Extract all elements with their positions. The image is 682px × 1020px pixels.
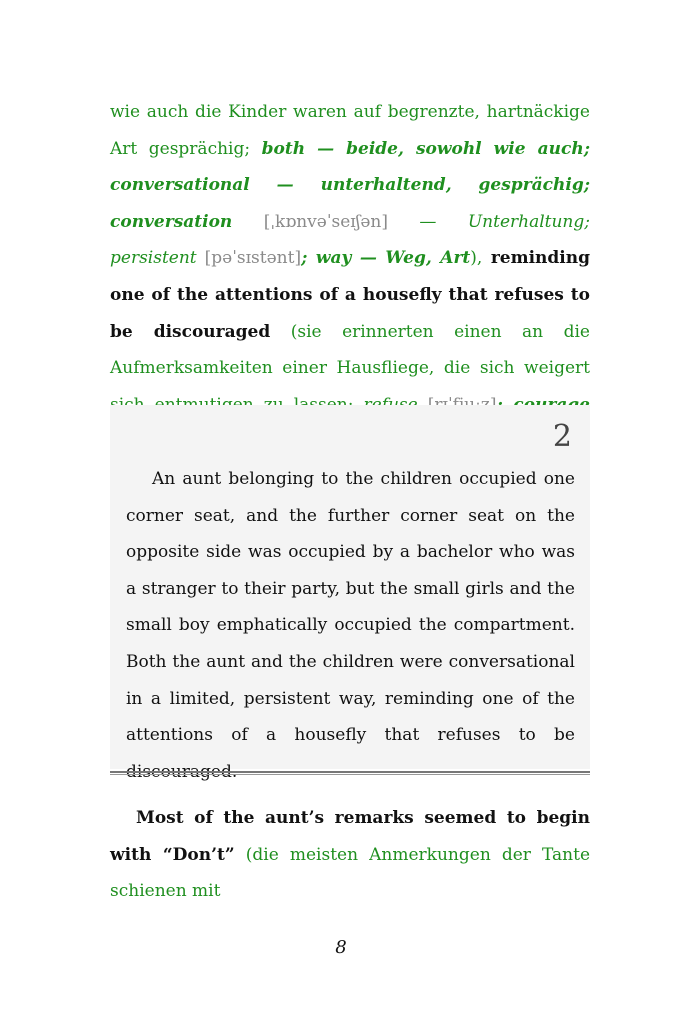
english-original-text: Most of the aunt’s remarks seemed to begin with “Don’t”	[110, 808, 590, 865]
vocabulary-gloss: — Unterhaltung; persistent	[110, 211, 590, 269]
phonetic-transcription: [ˌkɒnvəˈseɪʃən]	[232, 211, 388, 232]
bilingual-paragraph-bottom	[110, 800, 590, 910]
section-number: 2	[552, 419, 572, 454]
german-translation-text: wie auch die Kinder waren auf begrenzte, hartnäckige Art gesprächig;	[110, 102, 590, 159]
english-original-text: reminding one of the attentions of a housefly that refuses to be discouraged	[110, 248, 590, 342]
page-number: 8	[335, 937, 347, 958]
block-divider	[110, 771, 590, 775]
original-text-block	[110, 405, 590, 782]
original-english-paragraph: An aunt belonging to the children occupied one corner seat, and the further corner seat on the opposite side was occupied by a bachelor who was a stranger to their party, but the small girls and the small boy emphatically occupied the compartment. Both the aunt and the children were conversational in a limited, persistent way, reminding one of the attentions of a housefly that refuses to be discouraged.	[126, 469, 575, 782]
german-translation-text: ),	[470, 248, 483, 269]
phonetic-transcription: [pəˈsɪstənt]	[196, 248, 302, 269]
german-translation-text: (sie erinnerten einen an die Aufmerksamkeiten einer Hausfliege, die sich weigert	[110, 321, 590, 379]
german-translation-text: (die meisten Anmerkungen der Tante schienen mit	[110, 844, 591, 902]
vocabulary-gloss: ; way — Weg, Art	[301, 248, 471, 269]
vocabulary-gloss: both — beide, sowohl wie auch; conversational — unterhaltend, gesprächig; conversation	[110, 138, 590, 232]
